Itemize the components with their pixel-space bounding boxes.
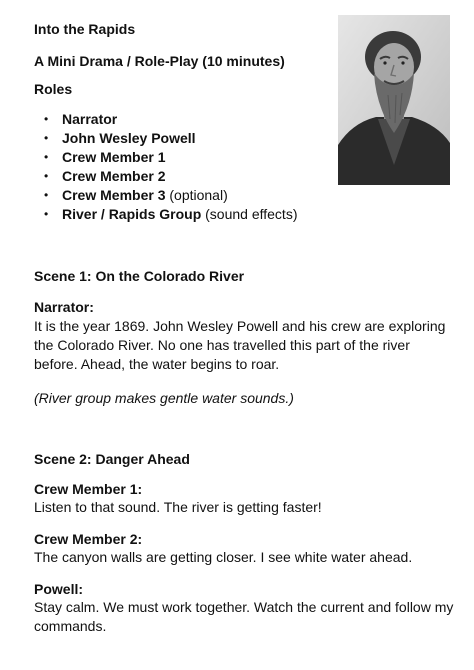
role-item-powell: • John Wesley Powell: [44, 130, 196, 146]
document-title: Into the Rapids: [34, 21, 136, 37]
powell-line: Stay calm. We must work together. Watch the current and follow my commands.: [34, 599, 454, 634]
crew-member-1-label: Crew Member 1:: [34, 481, 143, 497]
document-subtitle: A Mini Drama / Role-Play (10 minutes): [34, 53, 285, 69]
crew-member-2-label: Crew Member 2:: [34, 531, 143, 547]
portrait-image: [338, 15, 450, 185]
role-item-crew-2: • Crew Member 2: [44, 168, 166, 184]
bullet-icon: •: [44, 112, 49, 126]
crew-member-1-line: Listen to that sound. The river is getting faster!: [34, 499, 322, 515]
roles-heading: Roles: [34, 81, 73, 97]
scene-2-heading: Scene 2: Danger Ahead: [34, 451, 190, 467]
powell-label: Powell:: [34, 581, 84, 597]
scene-1-heading: Scene 1: On the Colorado River: [34, 268, 245, 284]
bullet-icon: •: [44, 188, 49, 202]
bullet-icon: •: [44, 207, 49, 221]
powell-portrait-photo: [338, 15, 450, 185]
narrator-label: Narrator:: [34, 299, 94, 315]
bullet-icon: •: [44, 131, 49, 145]
narrator-line: It is the year 1869. John Wesley Powell and his crew are exploring the Colorado River. No one has travelled this part of the river before. Ahead, the water begins to roar.: [34, 318, 446, 372]
role-item-crew-3: • Crew Member 3 (optional): [44, 187, 228, 203]
roles-list: [42, 110, 298, 224]
bullet-icon: •: [44, 169, 49, 183]
bullet-icon: •: [44, 150, 49, 164]
role-item-river-group: • River / Rapids Group (sound effects): [44, 206, 298, 222]
stage-direction: (River group makes gentle water sounds.): [34, 390, 294, 406]
crew-member-2-line: The canyon walls are getting closer. I see white water ahead.: [34, 549, 413, 565]
role-item-crew-1: • Crew Member 1: [44, 149, 166, 165]
role-item-narrator: • Narrator: [44, 111, 118, 127]
